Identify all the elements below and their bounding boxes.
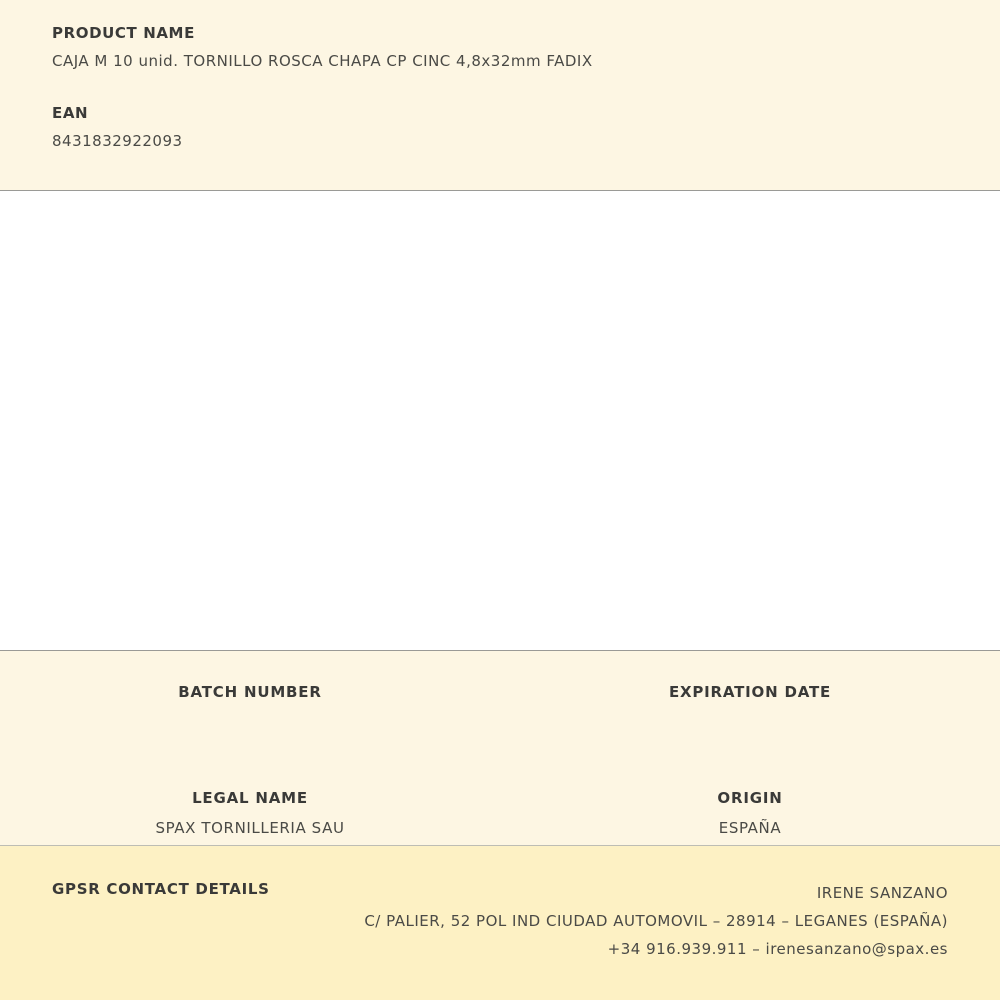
product-details-block bbox=[0, 651, 1000, 846]
product-name-value: CAJA M 10 unid. TORNILLO ROSCA CHAPA CP CINC 4,8x32mm FADIX bbox=[52, 52, 593, 70]
batch-number-value bbox=[0, 713, 500, 731]
expiration-date-label: EXPIRATION DATE bbox=[668, 683, 832, 701]
legal-name-field bbox=[0, 789, 500, 837]
ean-field bbox=[52, 104, 948, 150]
legal-name-value: SPAX TORNILLERIA SAU bbox=[155, 819, 345, 837]
gpsr-footer-block bbox=[0, 846, 1000, 1000]
batch-number-label: BATCH NUMBER bbox=[178, 683, 322, 701]
product-name-field bbox=[52, 24, 948, 70]
gpsr-title: GPSR CONTACT DETAILS bbox=[52, 880, 270, 898]
product-name-label: PRODUCT NAME bbox=[52, 24, 195, 42]
ean-value: 8431832922093 bbox=[52, 132, 183, 150]
ean-label: EAN bbox=[52, 104, 89, 122]
expiration-date-value bbox=[500, 713, 1000, 731]
product-image-area bbox=[0, 191, 1000, 651]
product-header-block bbox=[0, 0, 1000, 191]
legal-name-label: LEGAL NAME bbox=[192, 789, 308, 807]
details-row-legal-origin bbox=[0, 731, 1000, 837]
gpsr-contact-name: IRENE SANZANO bbox=[816, 884, 948, 902]
origin-value: ESPAÑA bbox=[718, 819, 782, 837]
origin-label: ORIGIN bbox=[717, 789, 783, 807]
expiration-date-field bbox=[500, 683, 1000, 731]
batch-number-field bbox=[0, 683, 500, 731]
origin-field bbox=[500, 789, 1000, 837]
gpsr-contact-address: C/ PALIER, 52 POL IND CIUDAD AUTOMOVIL – 28914 – LEGANES (ESPAÑA) bbox=[364, 911, 948, 930]
details-row-batch-expiration bbox=[0, 651, 1000, 731]
gpsr-contact-phone-email[interactable]: +34 916.939.911 – irenesanzano@spax.es bbox=[607, 939, 948, 958]
gpsr-contact-details bbox=[364, 880, 948, 963]
